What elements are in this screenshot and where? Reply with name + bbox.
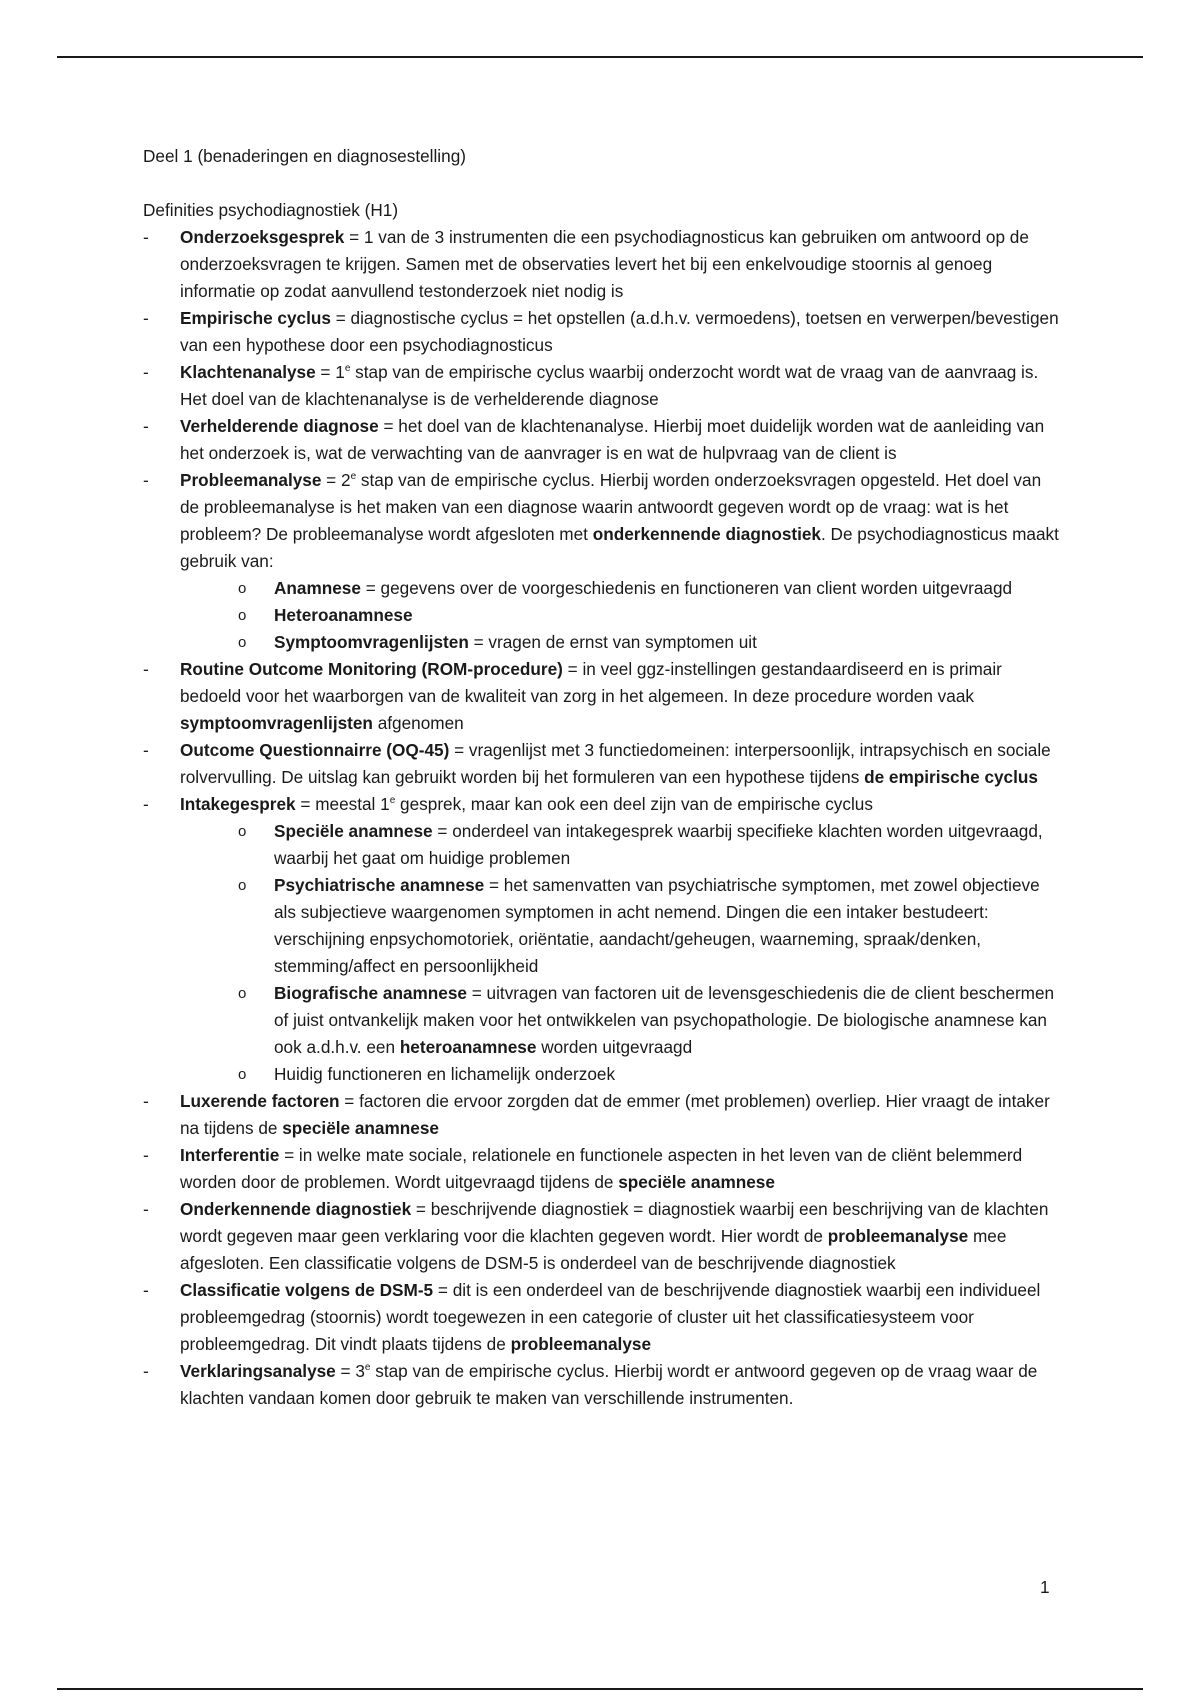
definition: = in veel ggz-instellingen gestandaardiseerd en is primair bedoeld voor het waarborgen van de kwaliteit van zorg in het algemeen. In deze procedure worden vaak [180, 659, 1002, 706]
list-item [143, 1277, 1063, 1358]
term: Speciële anamnese [274, 821, 433, 841]
list-item [143, 359, 1063, 413]
term: Classificatie volgens de DSM-5 [180, 1280, 434, 1300]
list-item [143, 467, 1063, 656]
definition: = 3 [335, 1361, 365, 1381]
list-item [143, 413, 1063, 467]
ordinal-superscript: e [344, 363, 351, 374]
term: Verklaringsanalyse [180, 1361, 336, 1381]
definition: = beschrijvende diagnostiek = diagnostiek waarbij een beschrijving van de klachten wordt gegeven maar geen verklaring voor die klachten gegeven wordt. Hier wordt de [180, 1199, 1049, 1246]
sub-list-item [180, 980, 1063, 1061]
ordinal-superscript: e [364, 1362, 371, 1373]
ordinal-superscript: e [389, 795, 396, 806]
list-item [143, 305, 1063, 359]
emphasis: speciële anamnese [618, 1172, 775, 1192]
list-item [143, 737, 1063, 791]
term: Empirische cyclus [180, 308, 331, 328]
definition: = factoren die ervoor zorgden dat de emmer (met problemen) overliep. Hier vraagt de intaker na tijdens de [180, 1091, 1050, 1138]
page-number: 1 [1040, 1577, 1050, 1597]
definition: Huidig functioneren en lichamelijk onderzoek [274, 1064, 616, 1084]
definition: = dit is een onderdeel van de beschrijvende diagnostiek waarbij een individueel probleemgedrag (stoornis) wordt toegewezen in een categorie of cluster uit het classificatiesysteem voor probleemgedrag. Dit vindt plaats tijdens de [180, 1280, 1041, 1354]
term: Outcome Questionnairre (OQ-45) [180, 740, 450, 760]
term: Symptoomvragenlijsten [274, 632, 469, 652]
sub-list-item [180, 818, 1063, 872]
emphasis: speciële anamnese [282, 1118, 439, 1138]
definition: . De psychodiagnosticus maakt gebruik van: [180, 524, 1059, 571]
term: Routine Outcome Monitoring (ROM-procedure) [180, 659, 563, 679]
definition: stap van de empirische cyclus waarbij onderzocht wordt wat de vraag van de aanvraag is. Het doel van de klachtenanalyse is de verhelderende diagnose [180, 362, 1039, 409]
definition: = meestal 1 [295, 794, 390, 814]
definition: = 1 van de 3 instrumenten die een psychodiagnosticus kan gebruiken om antwoord op de onderzoeksvragen te krijgen. Samen met de observaties levert het bij een enkelvoudige stoornis al genoeg informatie op zodat aanvullend testonderzoek niet nodig is [180, 227, 1029, 301]
definitions-list [143, 224, 1063, 1412]
definition: = het doel van de klachtenanalyse. Hierbij moet duidelijk worden wat de aanleiding van het onderzoek is, wat de verwachting van de aanvrager is en wat de hulpvraag van de client is [180, 416, 1045, 463]
definition: stap van de empirische cyclus. Hierbij worden onderzoeksvragen opgesteld. Het doel van de probleemanalyse is het maken van een diagnose waarin antwoordt gegeven wordt op de vraag: wat is het probleem? De probleemanalyse wordt afgesloten met [180, 470, 1042, 544]
definition: = gegevens over de voorgeschiedenis en functioneren van client worden uitgevraagd [360, 578, 1013, 598]
term: Biografische anamnese [274, 983, 467, 1003]
definition: = diagnostische cyclus = het opstellen (a.d.h.v. vermoedens), toetsen en verwerpen/bevestigen van een hypothese door een psychodiagnosticus [180, 308, 1059, 355]
sub-list-item [180, 629, 1063, 656]
term: Interferentie [180, 1145, 280, 1165]
definition: mee afgesloten. Een classificatie volgens de DSM-5 is onderdeel van de beschrijvende diagnostiek [180, 1226, 1007, 1273]
subsection-title: Definities psychodiagnostiek (H1) [143, 200, 399, 220]
definition: = het samenvatten van psychiatrische symptomen, met zowel objectieve als subjectieve waargenomen symptomen in acht nemend. Dingen die een intaker bestudeert: verschijning enpsychomotoriek, oriëntatie, aandacht/geheugen, waarneming, spraak/denken, stemming/affect en persoonlijkheid [274, 875, 1040, 976]
emphasis: probleemanalyse [827, 1226, 969, 1246]
term: Verhelderende diagnose [180, 416, 379, 436]
page-content [143, 143, 1063, 1412]
term: Psychiatrische anamnese [274, 875, 485, 895]
definition: = 1 [315, 362, 345, 382]
footer-rule [57, 1688, 1143, 1690]
list-item [143, 1142, 1063, 1196]
definition: gesprek, maar kan ook een deel zijn van de empirische cyclus [395, 794, 873, 814]
header-rule [57, 56, 1143, 58]
sub-list-item [180, 1061, 1063, 1088]
term: Heteroanamnese [274, 605, 413, 625]
emphasis: heteroanamnese [399, 1037, 537, 1057]
sub-list [180, 818, 1063, 1088]
sub-list [180, 575, 1063, 656]
list-item [143, 1358, 1063, 1412]
term: Anamnese [274, 578, 361, 598]
emphasis: probleemanalyse [510, 1334, 652, 1354]
term: Klachtenanalyse [180, 362, 316, 382]
emphasis: onderkennende diagnostiek [592, 524, 821, 544]
emphasis: symptoomvragenlijsten [180, 713, 373, 733]
emphasis: de empirische cyclus [864, 767, 1038, 787]
list-item [143, 1088, 1063, 1142]
definition: = uitvragen van factoren uit de levensgeschiedenis die de client beschermen of juist ontvankelijk maken voor het ontwikkelen van psychopathologie. De biologische anamnese kan ook a.d.h.v. een [274, 983, 1055, 1057]
definition: afgenomen [372, 713, 464, 733]
section-title: Deel 1 (benaderingen en diagnosestelling) [143, 146, 466, 166]
list-item [143, 656, 1063, 737]
definition: worden uitgevraagd [536, 1037, 693, 1057]
list-item [143, 791, 1063, 1088]
list-item [143, 224, 1063, 305]
sub-list-item [180, 602, 1063, 629]
term: Onderkennende diagnostiek [180, 1199, 412, 1219]
term: Probleemanalyse [180, 470, 322, 490]
definition: = vragen de ernst van symptomen uit [468, 632, 757, 652]
term: Luxerende factoren [180, 1091, 340, 1111]
sub-list-item [180, 872, 1063, 980]
definition: = vragenlijst met 3 functiedomeinen: interpersoonlijk, intrapsychisch en sociale rolvervulling. De uitslag kan gebruikt worden bij het formuleren van een hypothese tijdens [180, 740, 1051, 787]
sub-list-item [180, 575, 1063, 602]
ordinal-superscript: e [350, 471, 357, 482]
list-item [143, 1196, 1063, 1277]
definition: = 2 [321, 470, 351, 490]
definition: = onderdeel van intakegesprek waarbij specifieke klachten worden uitgevraagd, waarbij het gaat om huidige problemen [274, 821, 1043, 868]
definition: = in welke mate sociale, relationele en functionele aspecten in het leven van de cliënt belemmerd worden door de problemen. Wordt uitgevraagd tijdens de [180, 1145, 1023, 1192]
term: Onderzoeksgesprek [180, 227, 345, 247]
definition: stap van de empirische cyclus. Hierbij wordt er antwoord gegeven op de vraag waar de klachten vandaan komen door gebruik te maken van verschillende instrumenten. [180, 1361, 1038, 1408]
term: Intakegesprek [180, 794, 296, 814]
